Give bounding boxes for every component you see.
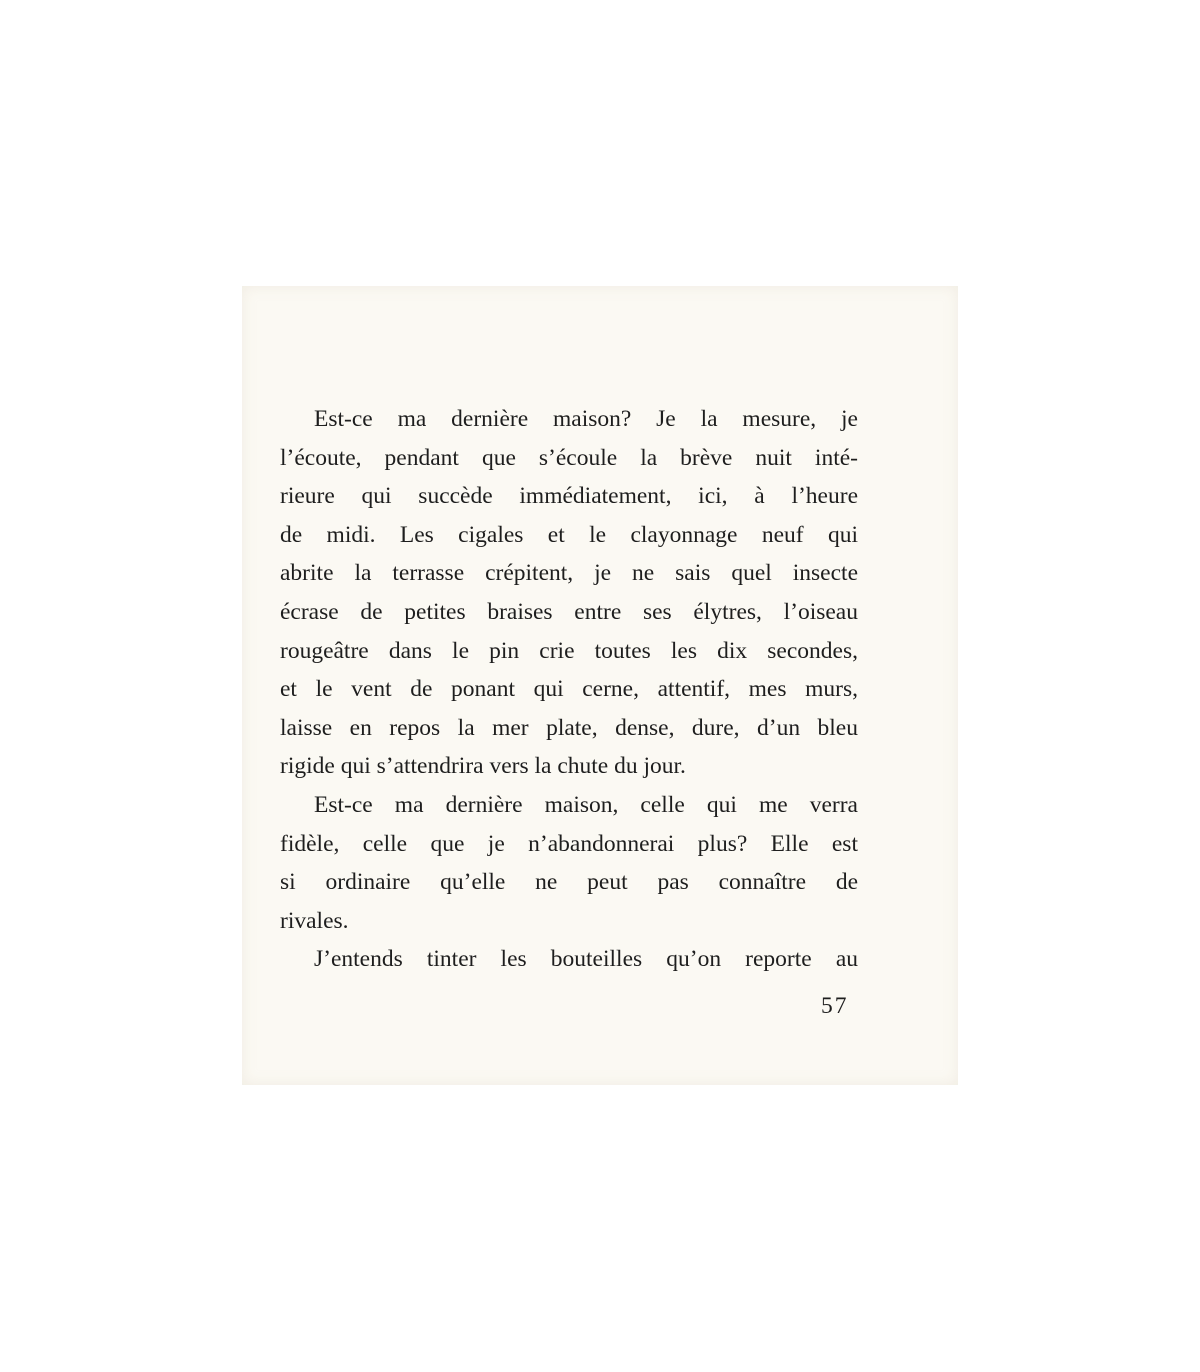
text-line: l’écoute, pendant que s’écoule la brève nuit inté- bbox=[280, 444, 858, 471]
text-line: Est-ce ma dernière maison, celle qui me verra bbox=[314, 791, 858, 818]
text-line: écrase de petites braises entre ses élytres, l’oiseau bbox=[280, 598, 858, 625]
text-line: abrite la terrasse crépitent, je ne sais quel insecte bbox=[280, 560, 858, 587]
text-line: de midi. Les cigales et le clayonnage neuf qui bbox=[280, 521, 858, 548]
text-line: J’entends tinter les bouteilles qu’on reporte au bbox=[314, 946, 858, 973]
text-line: laisse en repos la mer plate, dense, dure, d’un bleu bbox=[280, 714, 858, 741]
paragraph-2 bbox=[280, 786, 858, 940]
text-line: Est-ce ma dernière maison? Je la mesure, je bbox=[314, 406, 858, 432]
paragraph-1 bbox=[280, 400, 858, 786]
text-line: rigide qui s’attendrira vers la chute du jour. bbox=[280, 753, 686, 780]
text-line: rieure qui succède immédiatement, ici, à l’heure bbox=[280, 483, 858, 510]
text-line: si ordinaire qu’elle ne peut pas connaître de bbox=[280, 869, 858, 896]
page-number: 57 bbox=[821, 993, 849, 1019]
text-line: rougeâtre dans le pin crie toutes les dix secondes, bbox=[280, 637, 858, 664]
paragraph-3 bbox=[280, 940, 858, 979]
text-line: fidèle, celle que je n’abandonnerai plus? Elle est bbox=[280, 830, 858, 857]
text-line: rivales. bbox=[280, 907, 349, 934]
body-text bbox=[280, 400, 858, 979]
text-line: et le vent de ponant qui cerne, attentif, mes murs, bbox=[280, 676, 858, 703]
